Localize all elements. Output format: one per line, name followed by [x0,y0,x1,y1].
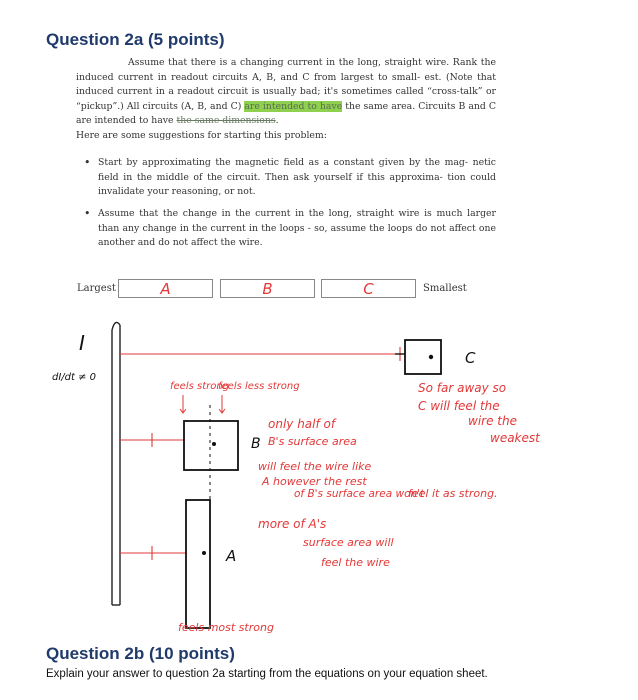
rank-answer-2: B [262,280,273,298]
circuit-c-label: C [465,349,476,367]
rank-box-1[interactable] [118,279,213,298]
circuit-c [395,340,441,374]
highlighted-text: are intended to have [244,100,343,112]
circuit-b-label: B [251,436,261,452]
annotation-c-line3: wire the [468,414,517,428]
rank-box-3[interactable] [321,279,416,298]
annotation-b-line5: of B's surface area won't [294,488,425,500]
question-2b-text: Explain your answer to question 2a starting from the equations on your equation sheet. [46,668,488,680]
circuit-a [186,500,210,628]
annotation-b-line4: A however the rest [262,475,367,488]
rank-answer-1: A [160,280,171,298]
annotation-c-line2: C will feel the [418,399,500,413]
annotation-a-bottom: feels most strong [178,621,274,634]
problem-statement [76,56,496,144]
rank-box-2[interactable] [220,279,315,298]
question-2b-title: Question 2b (10 points) [46,644,235,663]
annotation-c-line4: weakest [490,431,540,445]
largest-label: Largest [77,283,116,294]
derivative-label: dI/dt ≠ 0 [52,372,97,383]
suggestion-item: • Assume that the change in the current in the long, straight wire is much larger than any change in the current in the loops - so, assume the loops do not affect one another and do not affect the wire. [84,207,496,251]
statement-text-mid: the same area. Circuits B and C are intended to have [76,100,496,127]
rank-answer-3: C [363,280,374,298]
suggestion-list-2 [84,207,496,251]
annotation-feels-less-strong: feels less strong [218,381,300,392]
question-2a-title: Question 2a (5 points) [46,30,225,49]
current-label: I [79,331,85,355]
suggestions-intro: Here are some suggestions for starting this problem: [76,129,327,141]
annotation-b-line3: will feel the wire like [258,460,372,473]
suggestion-list-1 [84,156,496,200]
annotation-b-line1: only half of [268,417,336,431]
straight-wire [112,322,120,605]
annotation-b-line6: feel it as strong. [408,487,498,500]
annotation-feels-strong: feels strong [170,381,230,392]
circuit-b [184,405,238,530]
circuit-a-label: A [226,547,237,565]
annotation-a-line1: more of A's [258,517,327,531]
annotation-b-line2: B's surface area [268,435,357,448]
smallest-label: Smallest [423,283,467,294]
statement-text: Assume that there is a changing current in the long, straight wire. Rank the induced current in readout circuits A, B, and C from largest to small- est. (Note that induced current in a readout circuit is usually bad; it's sometimes called “cross-talk” or “pickup”.) All circuits (A, B, and C) [76,57,496,112]
statement-text-end: . [275,115,279,127]
annotation-a-line3: feel the wire [321,556,390,569]
struck-text: the same dimensions [176,115,276,127]
suggestion-item: • Start by approximating the magnetic field as a constant given by the mag- netic field in the middle of the circuit. Then ask yourself if this approxima- tion could invalidate your reasoning, or not. [84,156,496,200]
annotation-c-line1: So far away so [418,381,507,395]
circuit-diagram [0,300,638,640]
handwritten-annotations [170,381,541,634]
annotation-a-line2: surface area will [303,536,394,549]
